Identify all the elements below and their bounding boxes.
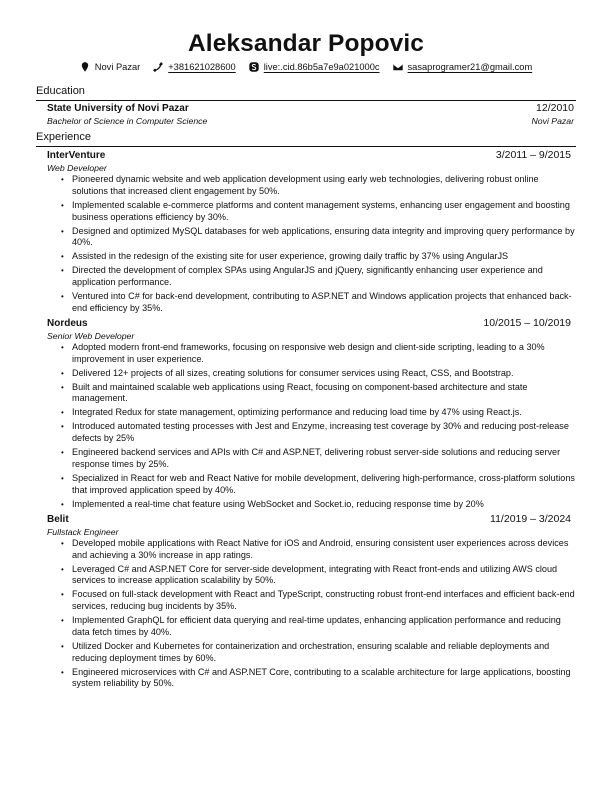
employment-dates: 10/2015 – 10/2019 (483, 316, 571, 329)
list-item: • Ventured into C# for back-end development, contributing to ASP.NET and Windows application projects that enhanced back-end efficiency by 35%. (72, 291, 576, 315)
experience-entry (36, 149, 576, 315)
section-title-education: Education (36, 85, 85, 97)
list-item: • Adopted modern front-end frameworks, focusing on responsive web design and client-side scripting, leading to a 30% improvement in user experience. (72, 342, 576, 366)
list-item: • Leveraged C# and ASP.NET Core for server-side development, integrating with React front-ends and utilizing AWS cloud services to increase application scalability by 50%. (72, 564, 576, 588)
achievement-list (47, 538, 576, 691)
list-item: • Engineered microservices with C# and ASP.NET Core, contributing to a scalable architecture for large applications, boosting system reliability by 50%. (72, 667, 576, 691)
list-item: • Implemented scalable e-commerce platforms and content management systems, enhancing user engagement and boosting business operations efficiency by 30%. (72, 200, 576, 224)
section-divider (36, 100, 576, 101)
contact-phone[interactable] (153, 62, 235, 72)
company-name: Belit (47, 513, 69, 525)
map-marker-icon (80, 62, 90, 72)
email-link[interactable]: sasaprogramer21@gmail.com (407, 62, 533, 72)
list-item: • Specialized in React for web and React Native for mobile development, delivering high-performance, cross-platform solutions that improved application speed by 40%. (72, 473, 576, 497)
list-item: • Integrated Redux for state management, optimizing performance and reducing load time by 47% using React.js. (72, 407, 576, 419)
phone-icon (153, 62, 163, 72)
education-entry (36, 102, 576, 127)
job-title: Fullstack Engineer (47, 526, 119, 537)
graduation-date: 12/2010 (536, 102, 574, 114)
company-name: Nordeus (47, 317, 88, 329)
degree: Bachelor of Science in Computer Science (47, 116, 208, 126)
list-item: • Utilized Docker and Kubernetes for containerization and orchestration, ensuring scalable and reliable deployments and reducing deployment times by 60%. (72, 641, 576, 665)
list-item: • Delivered 12+ projects of all sizes, creating solutions for consumer services using React, CSS, and Bootstrap. (72, 368, 576, 380)
list-item: • Developed mobile applications with React Native for iOS and Android, ensuring consistent user experiences across devices and achieving a 30% increase in app ratings. (72, 538, 576, 562)
job-title: Senior Web Developer (47, 330, 135, 341)
list-item: • Pioneered dynamic website and web application development using early web technologies, delivering robust online solutions that increased client engagement by 50%. (72, 174, 576, 198)
location-text: Novi Pazar (94, 62, 141, 72)
list-item: • Focused on full-stack development with React and TypeScript, constructing robust front-end interfaces and efficient back-end services, reducing bug incidents by 35%. (72, 589, 576, 613)
contact-skype[interactable] (249, 62, 380, 72)
section-divider (36, 146, 576, 147)
contact-location (80, 62, 140, 72)
skype-icon (249, 62, 259, 72)
experience-entry (36, 317, 576, 511)
company-name: InterVenture (47, 150, 106, 161)
list-item: • Introduced automated testing processes with Jest and Enzyme, increasing test coverage by 30% and reducing post-release defects by 25% (72, 421, 576, 445)
list-item: • Designed and optimized MySQL databases for web applications, ensuring data integrity and improving query performance by 40%. (72, 226, 576, 250)
list-item: • Engineered backend services and APIs with C# and ASP.NET, delivering robust server-side solutions and reducing server response times by 25%. (72, 447, 576, 471)
list-item: • Implemented GraphQL for efficient data querying and real-time updates, enhancing application performance and reducing data fetch times by 40%. (72, 615, 576, 639)
envelope-icon (393, 62, 403, 72)
list-item: • Directed the development of complex SPAs using AngularJS and jQuery, significantly enhancing user experience and application performance. (72, 265, 576, 289)
resume-page (36, 30, 576, 692)
list-item: • Implemented a real-time chat feature using WebSocket and Socket.io, reducing response time by 20% (72, 499, 576, 511)
candidate-name: Aleksandar Popovic (188, 30, 424, 57)
contact-email[interactable] (393, 62, 533, 72)
job-title: Web Developer (47, 163, 107, 173)
section-title-experience: Experience (36, 131, 92, 143)
contact-bar (36, 60, 576, 74)
phone-link[interactable]: +381621028600 (168, 62, 236, 72)
list-item: • Built and maintained scalable web applications using React, focusing on component-based architecture and state management. (72, 382, 576, 406)
education-location: Novi Pazar (531, 116, 574, 126)
skype-link[interactable]: live:.cid.86b5a7e9a021000c (263, 62, 380, 72)
employment-dates: 11/2019 – 3/2024 (490, 512, 571, 525)
achievement-list (47, 174, 576, 315)
institution-name: State University of Novi Pazar (47, 103, 189, 114)
experience-entry (36, 513, 576, 691)
employment-dates: 3/2011 – 9/2015 (495, 149, 571, 161)
achievement-list (47, 342, 576, 511)
list-item: • Assisted in the redesign of the existing site for user experience, growing daily traffic by 37% using AngularJS (72, 251, 576, 263)
